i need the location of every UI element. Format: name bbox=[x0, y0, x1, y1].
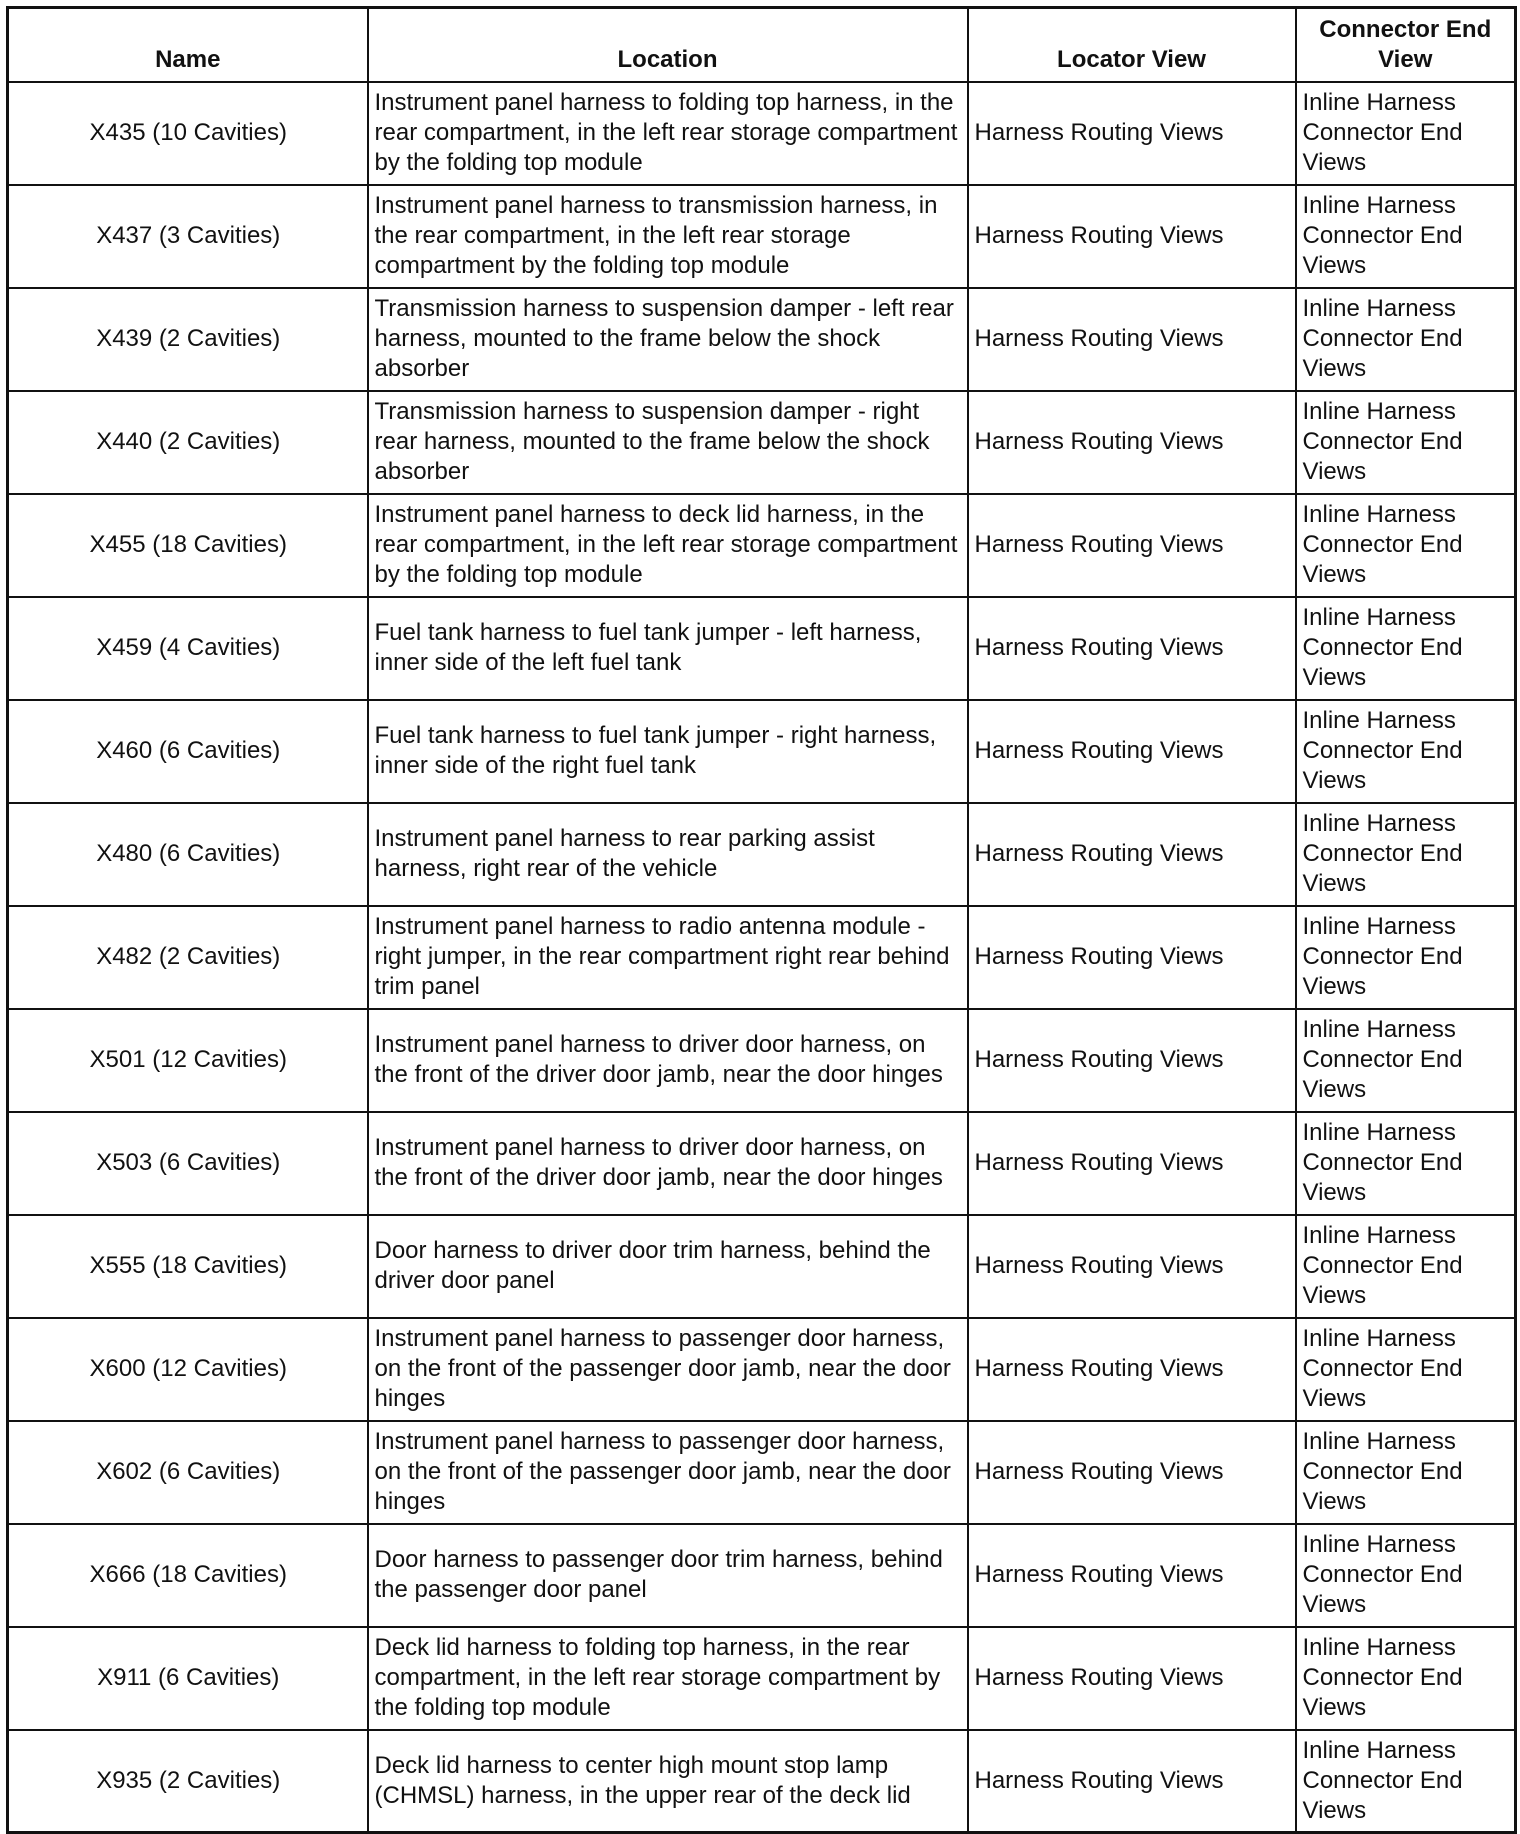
connector-name: X437 (3 Cavities) bbox=[8, 185, 368, 288]
header-connector-end-view: Connector End View bbox=[1296, 8, 1516, 82]
locator-view-link: Harness Routing Views bbox=[968, 288, 1296, 391]
header-location: Location bbox=[368, 8, 968, 82]
connector-end-view-link: Inline Harness Connector End Views bbox=[1296, 597, 1516, 700]
connector-location: Instrument panel harness to driver door harness, on the front of the driver door jamb, near the door hinges bbox=[368, 1112, 968, 1215]
locator-view-link: Harness Routing Views bbox=[968, 1215, 1296, 1318]
connector-name: X935 (2 Cavities) bbox=[8, 1730, 368, 1833]
connector-end-view-link: Inline Harness Connector End Views bbox=[1296, 700, 1516, 803]
connector-name: X435 (10 Cavities) bbox=[8, 82, 368, 185]
connector-name: X439 (2 Cavities) bbox=[8, 288, 368, 391]
connector-name: X666 (18 Cavities) bbox=[8, 1524, 368, 1627]
connector-end-view-link: Inline Harness Connector End Views bbox=[1296, 1730, 1516, 1833]
table-row bbox=[8, 1318, 1516, 1421]
locator-view-link: Harness Routing Views bbox=[968, 185, 1296, 288]
connector-location: Instrument panel harness to rear parking assist harness, right rear of the vehicle bbox=[368, 803, 968, 906]
connector-name: X503 (6 Cavities) bbox=[8, 1112, 368, 1215]
connector-end-view-link: Inline Harness Connector End Views bbox=[1296, 1009, 1516, 1112]
locator-view-link: Harness Routing Views bbox=[968, 1421, 1296, 1524]
connector-end-view-link: Inline Harness Connector End Views bbox=[1296, 185, 1516, 288]
connector-location: Deck lid harness to folding top harness, in the rear compartment, in the left rear storage compartment by the folding top module bbox=[368, 1627, 968, 1730]
connector-name: X440 (2 Cavities) bbox=[8, 391, 368, 494]
table-row bbox=[8, 597, 1516, 700]
table-row bbox=[8, 185, 1516, 288]
connector-end-view-link: Inline Harness Connector End Views bbox=[1296, 1215, 1516, 1318]
connector-name: X602 (6 Cavities) bbox=[8, 1421, 368, 1524]
table-row bbox=[8, 1524, 1516, 1627]
locator-view-link: Harness Routing Views bbox=[968, 494, 1296, 597]
connector-location: Transmission harness to suspension damper - left rear harness, mounted to the frame below the shock absorber bbox=[368, 288, 968, 391]
connector-table bbox=[6, 6, 1517, 1834]
locator-view-link: Harness Routing Views bbox=[968, 1730, 1296, 1833]
connector-location: Instrument panel harness to deck lid harness, in the rear compartment, in the left rear storage compartment by the folding top module bbox=[368, 494, 968, 597]
table-row bbox=[8, 82, 1516, 185]
connector-location: Instrument panel harness to driver door harness, on the front of the driver door jamb, near the door hinges bbox=[368, 1009, 968, 1112]
locator-view-link: Harness Routing Views bbox=[968, 906, 1296, 1009]
connector-name: X480 (6 Cavities) bbox=[8, 803, 368, 906]
table-row bbox=[8, 1627, 1516, 1730]
connector-name: X911 (6 Cavities) bbox=[8, 1627, 368, 1730]
connector-name: X600 (12 Cavities) bbox=[8, 1318, 368, 1421]
connector-end-view-link: Inline Harness Connector End Views bbox=[1296, 82, 1516, 185]
locator-view-link: Harness Routing Views bbox=[968, 1524, 1296, 1627]
connector-location: Door harness to driver door trim harness, behind the driver door panel bbox=[368, 1215, 968, 1318]
connector-location: Instrument panel harness to passenger door harness, on the front of the passenger door jamb, near the door hinges bbox=[368, 1318, 968, 1421]
table-row bbox=[8, 1730, 1516, 1833]
connector-name: X482 (2 Cavities) bbox=[8, 906, 368, 1009]
connector-end-view-link: Inline Harness Connector End Views bbox=[1296, 1318, 1516, 1421]
locator-view-link: Harness Routing Views bbox=[968, 1318, 1296, 1421]
table-row bbox=[8, 1112, 1516, 1215]
locator-view-link: Harness Routing Views bbox=[968, 1627, 1296, 1730]
locator-view-link: Harness Routing Views bbox=[968, 82, 1296, 185]
locator-view-link: Harness Routing Views bbox=[968, 700, 1296, 803]
connector-location: Instrument panel harness to passenger door harness, on the front of the passenger door jamb, near the door hinges bbox=[368, 1421, 968, 1524]
connector-end-view-link: Inline Harness Connector End Views bbox=[1296, 1627, 1516, 1730]
connector-location: Fuel tank harness to fuel tank jumper - right harness, inner side of the right fuel tank bbox=[368, 700, 968, 803]
connector-name: X455 (18 Cavities) bbox=[8, 494, 368, 597]
table-row bbox=[8, 1421, 1516, 1524]
locator-view-link: Harness Routing Views bbox=[968, 1009, 1296, 1112]
header-row bbox=[8, 8, 1516, 82]
connector-location: Instrument panel harness to folding top harness, in the rear compartment, in the left rear storage compartment by the folding top module bbox=[368, 82, 968, 185]
connector-location: Deck lid harness to center high mount stop lamp (CHMSL) harness, in the upper rear of the deck lid bbox=[368, 1730, 968, 1833]
connector-location: Fuel tank harness to fuel tank jumper - left harness, inner side of the left fuel tank bbox=[368, 597, 968, 700]
connector-location: Instrument panel harness to transmission harness, in the rear compartment, in the left rear storage compartment by the folding top module bbox=[368, 185, 968, 288]
table-row bbox=[8, 1009, 1516, 1112]
connector-name: X459 (4 Cavities) bbox=[8, 597, 368, 700]
connector-name: X501 (12 Cavities) bbox=[8, 1009, 368, 1112]
connector-end-view-link: Inline Harness Connector End Views bbox=[1296, 906, 1516, 1009]
document-page bbox=[6, 6, 1514, 1824]
connector-location: Transmission harness to suspension damper - right rear harness, mounted to the frame below the shock absorber bbox=[368, 391, 968, 494]
connector-end-view-link: Inline Harness Connector End Views bbox=[1296, 1524, 1516, 1627]
connector-name: X555 (18 Cavities) bbox=[8, 1215, 368, 1318]
connector-end-view-link: Inline Harness Connector End Views bbox=[1296, 803, 1516, 906]
locator-view-link: Harness Routing Views bbox=[968, 597, 1296, 700]
connector-name: X460 (6 Cavities) bbox=[8, 700, 368, 803]
table-row bbox=[8, 803, 1516, 906]
connector-end-view-link: Inline Harness Connector End Views bbox=[1296, 288, 1516, 391]
locator-view-link: Harness Routing Views bbox=[968, 391, 1296, 494]
connector-location: Instrument panel harness to radio antenna module - right jumper, in the rear compartment right rear behind trim panel bbox=[368, 906, 968, 1009]
connector-end-view-link: Inline Harness Connector End Views bbox=[1296, 494, 1516, 597]
connector-end-view-link: Inline Harness Connector End Views bbox=[1296, 391, 1516, 494]
table-row bbox=[8, 1215, 1516, 1318]
table-row bbox=[8, 391, 1516, 494]
table-row bbox=[8, 700, 1516, 803]
table-header bbox=[8, 8, 1516, 82]
table-row bbox=[8, 906, 1516, 1009]
table-row bbox=[8, 494, 1516, 597]
connector-end-view-link: Inline Harness Connector End Views bbox=[1296, 1421, 1516, 1524]
header-name: Name bbox=[8, 8, 368, 82]
connector-end-view-link: Inline Harness Connector End Views bbox=[1296, 1112, 1516, 1215]
connector-location: Door harness to passenger door trim harness, behind the passenger door panel bbox=[368, 1524, 968, 1627]
table-body bbox=[8, 82, 1516, 1833]
table-row bbox=[8, 288, 1516, 391]
header-locator-view: Locator View bbox=[968, 8, 1296, 82]
locator-view-link: Harness Routing Views bbox=[968, 1112, 1296, 1215]
locator-view-link: Harness Routing Views bbox=[968, 803, 1296, 906]
